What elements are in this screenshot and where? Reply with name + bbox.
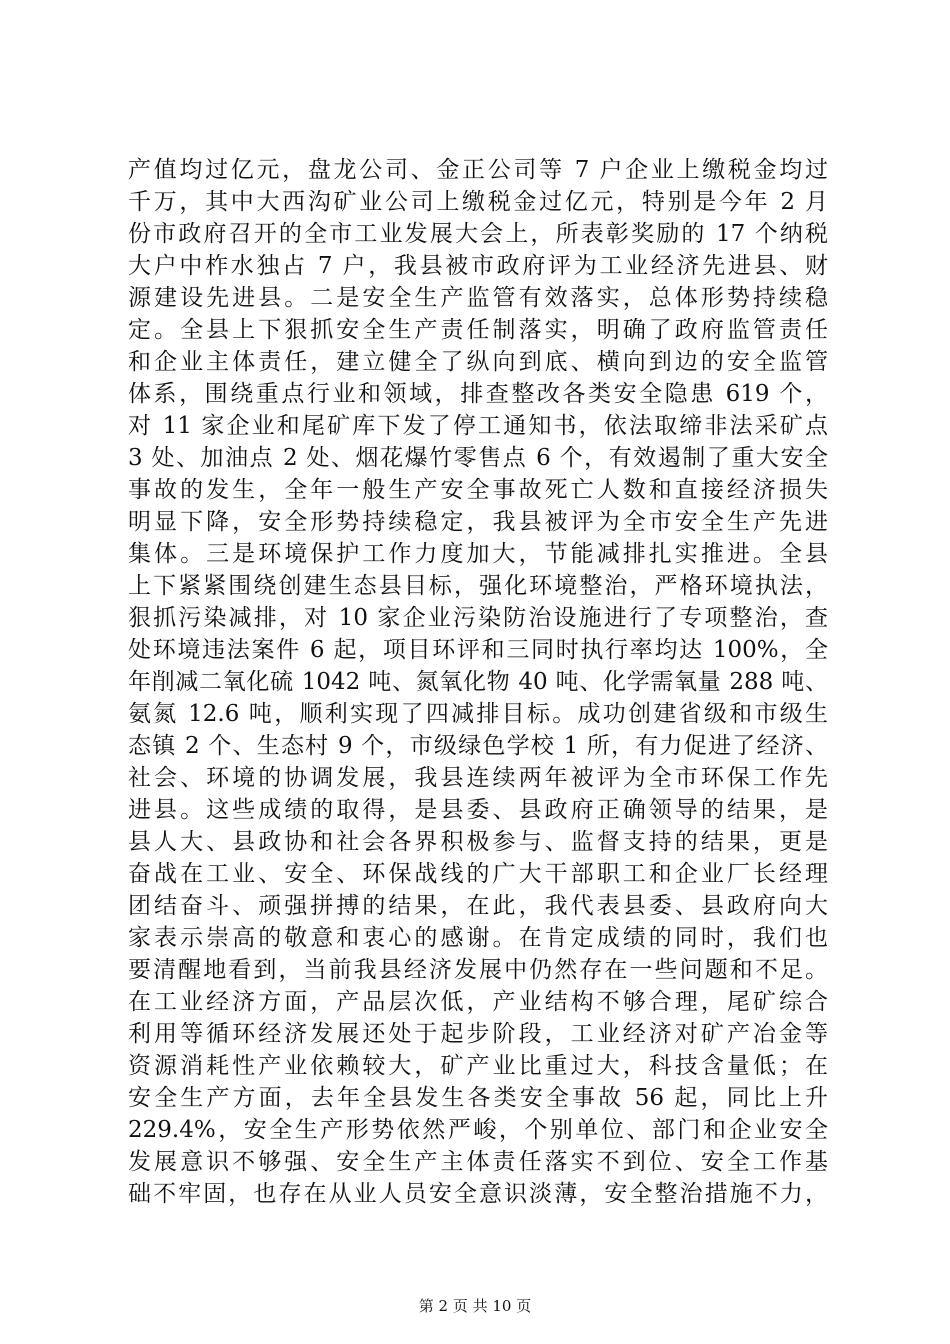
text-line: 家表示崇高的敬意和衷心的感谢。在肯定成绩的同时，我们也 — [128, 925, 828, 951]
text-line: 体系，围绕重点行业和领域，排查整改各类安全隐患 619 个， — [128, 381, 828, 407]
text-line: 3 处、加油点 2 处、烟花爆竹零售点 6 个，有效遏制了重大安全 — [128, 445, 828, 471]
text-line: 份市政府召开的全市工业发展大会上，所表彰奖励的 17 个纳税 — [128, 221, 828, 247]
text-line: 在工业经济方面，产品层次低，产业结构不够合理，尾矿综合 — [128, 989, 828, 1015]
text-line: 安全生产方面，去年全县发生各类安全事故 56 起，同比上升 — [128, 1085, 828, 1111]
text-line: 奋战在工业、安全、环保战线的广大干部职工和企业厂长经理 — [128, 861, 828, 887]
text-line: 处环境违法案件 6 起，项目环评和三同时执行率均达 100%，全 — [128, 637, 828, 663]
text-line: 础不牢固，也存在从业人员安全意识淡薄，安全整治措施不力， — [128, 1181, 828, 1207]
text-line: 团结奋斗、顽强拼搏的结果，在此，我代表县委、县政府向大 — [128, 893, 828, 919]
text-line: 利用等循环经济发展还处于起步阶段，工业经济对矿产冶金等 — [128, 1021, 828, 1047]
text-line: 事故的发生，全年一般生产安全事故死亡人数和直接经济损失 — [128, 477, 828, 503]
text-line: 狠抓污染减排，对 10 家企业污染防治设施进行了专项整治，查 — [128, 605, 828, 631]
body-text — [128, 154, 828, 1210]
text-line: 定。全县上下狠抓安全生产责任制落实，明确了政府监管责任 — [128, 317, 828, 343]
text-line: 年削减二氧化硫 1042 吨、氮氧化物 40 吨、化学需氧量 288 吨、 — [128, 669, 828, 695]
text-line: 对 11 家企业和尾矿库下发了停工通知书，依法取缔非法采矿点 — [128, 413, 828, 439]
text-line: 态镇 2 个、生态村 9 个，市级绿色学校 1 所，有力促进了经济、 — [128, 733, 828, 759]
text-line: 明显下降，安全形势持续稳定，我县被评为全市安全生产先进 — [128, 509, 828, 535]
text-line: 源建设先进县。二是安全生产监管有效落实，总体形势持续稳 — [128, 285, 828, 311]
text-line: 和企业主体责任，建立健全了纵向到底、横向到边的安全监管 — [128, 349, 828, 375]
text-line: 要清醒地看到，当前我县经济发展中仍然存在一些问题和不足。 — [128, 957, 828, 983]
text-line: 上下紧紧围绕创建生态县目标，强化环境整治，严格环境执法， — [128, 573, 828, 599]
text-line: 氨氮 12.6 吨，顺利实现了四减排目标。成功创建省级和市级生 — [128, 701, 828, 727]
text-line: 千万，其中大西沟矿业公司上缴税金过亿元，特别是今年 2 月 — [128, 189, 828, 215]
text-line: 县人大、县政协和社会各界积极参与、监督支持的结果，更是 — [128, 829, 828, 855]
text-line: 社会、环境的协调发展，我县连续两年被评为全市环保工作先 — [128, 765, 828, 791]
page-footer: 第 2 页 共 10 页 — [418, 1297, 532, 1315]
text-line: 大户中柞水独占 7 户，我县被市政府评为工业经济先进县、财 — [128, 253, 828, 279]
text-line: 集体。三是环境保护工作力度加大，节能减排扎实推进。全县 — [128, 541, 828, 567]
text-line: 产值均过亿元，盘龙公司、金正公司等 7 户企业上缴税金均过 — [128, 157, 828, 183]
text-line: 发展意识不够强、安全生产主体责任落实不到位、安全工作基 — [128, 1149, 828, 1175]
text-line: 进县。这些成绩的取得，是县委、县政府正确领导的结果，是 — [128, 797, 828, 823]
text-line: 资源消耗性产业依赖较大，矿产业比重过大，科技含量低；在 — [128, 1053, 828, 1079]
text-line: 229.4%，安全生产形势依然严峻，个别单位、部门和企业安全 — [128, 1117, 828, 1143]
